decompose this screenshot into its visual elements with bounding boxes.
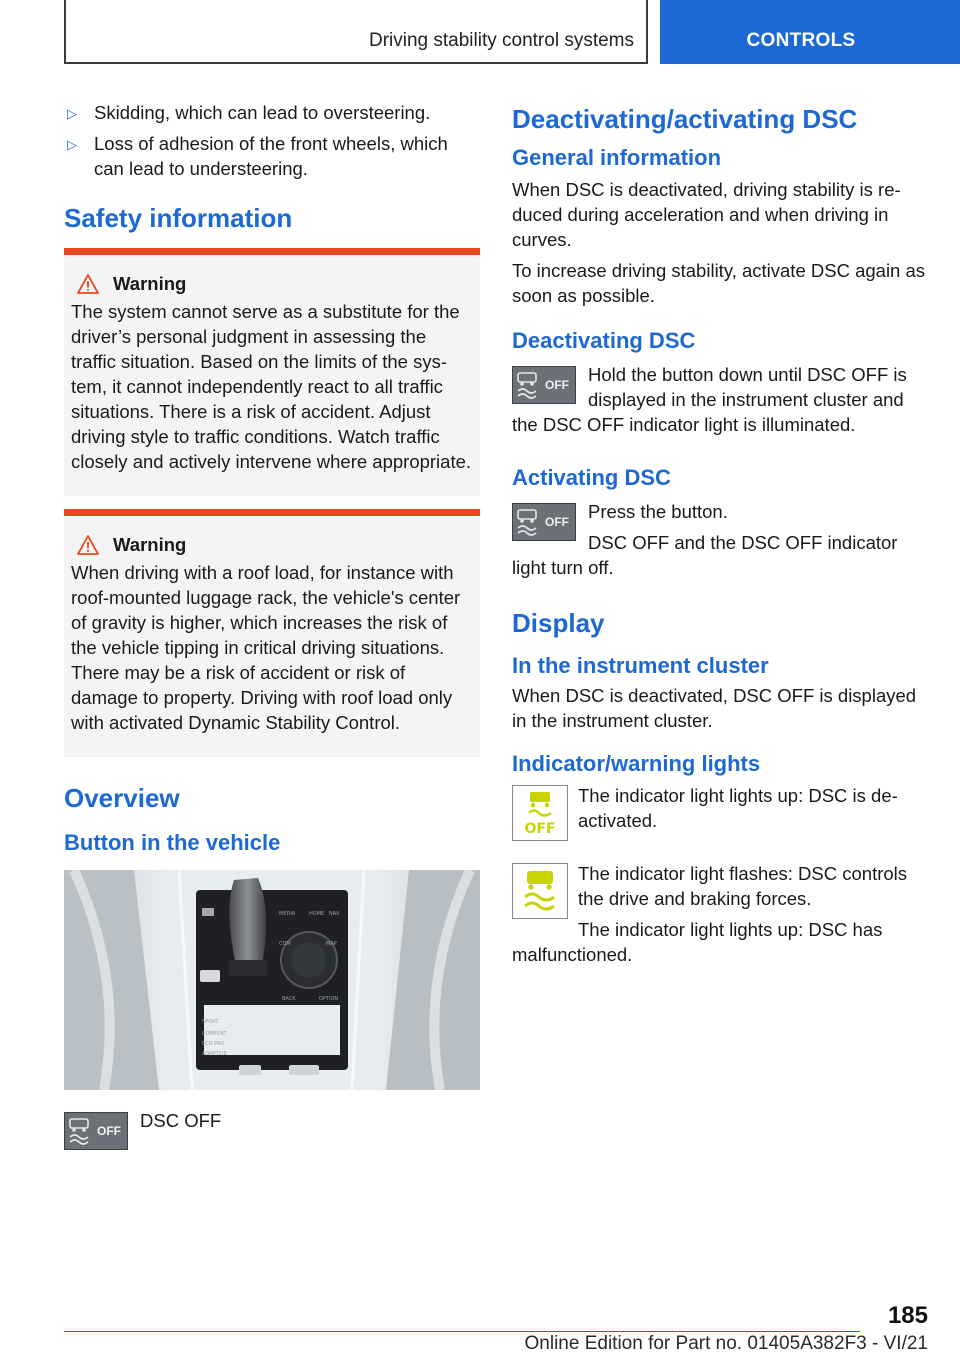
edition-text: Online Edition for Part no. 01405A382F3 - VI/21	[524, 1333, 928, 1354]
svg-text:HOME: HOME	[309, 911, 325, 917]
button-caption: DSC OFF	[140, 1110, 222, 1131]
svg-text:BACK: BACK	[282, 996, 296, 1002]
warning-box	[64, 509, 480, 757]
indicator-row-dsc	[512, 861, 930, 973]
deactivating-heading: Deactivating DSC	[512, 328, 696, 353]
warning-text: When driving with a roof load, for instance with roof-mounted luggage rack, the vehicle's center of gravity is higher, which increases the risk of the vehicle tipping in critical driving situations. There may be a risk of accident or risk of damage to property. Driving with roof load only with activated Dynamic Stability Control.	[71, 562, 461, 733]
display-heading: Display	[512, 608, 605, 638]
safety-heading: Safety information	[64, 203, 293, 233]
chapter-title: Driving stability control systems	[368, 30, 634, 51]
left-column	[64, 100, 480, 1156]
dsc-off-button-icon	[512, 503, 576, 541]
warning-triangle-icon	[77, 535, 99, 555]
indicator-text-3: The indicator light lights up: DSC has malfunctioned.	[512, 919, 883, 965]
general-paragraph-1: When DSC is deactivated, driving stability is reduced during acceleration and when driving in curves.	[512, 179, 901, 250]
list-item: ▷ Loss of adhesion of the front wheels, which can lead to understeering.	[67, 133, 448, 179]
header-section-tab[interactable]	[660, 0, 960, 64]
svg-text:COM: COM	[279, 941, 291, 947]
warning-header	[71, 273, 474, 295]
general-paragraph-2: To increase driving stability, activate DSC again as soon as possible.	[512, 260, 926, 306]
warning-triangle-icon	[77, 274, 99, 294]
dsc-off-button-icon	[512, 366, 576, 404]
warning-box	[64, 248, 480, 496]
triangle-bullet-icon: ▷	[67, 137, 77, 152]
general-info-heading: General information	[512, 145, 722, 170]
warning-title: Warning	[113, 534, 187, 555]
page-number: 185	[887, 1302, 928, 1329]
activate-row	[512, 499, 930, 586]
deactivating-text: Hold the button down until DSC OFF is displayed in the instrument cluster and the DSC OFF indicator light is illuminated.	[512, 364, 907, 435]
overview-heading: Overview	[64, 783, 180, 813]
svg-text:SPORT: SPORT	[202, 1019, 219, 1025]
dsc-indicator-icon	[512, 863, 568, 919]
warning-text: The system cannot serve as a substitute for the driver’s personal judgment in assessing the traffic situation. Based on the limits of the system, it cannot independently react to all traffic situations. There is a risk of accident. Adjust driving style to traffic conditions. Watch traffic closely and actively intervene where appropriate.	[71, 301, 472, 472]
dsc-off-button-label: OFF	[97, 1124, 121, 1138]
activating-text-2: DSC OFF and the DSC OFF indicator light turn off.	[512, 532, 898, 578]
dsc-button-row	[64, 1108, 480, 1156]
indicator-lights-heading: Indicator/warning lights	[512, 751, 761, 776]
dsc-off-button-label: OFF	[545, 378, 569, 392]
indicator-text-1: The indicator light lights up: DSC is deactivated.	[578, 785, 898, 831]
footer-divider	[64, 1331, 860, 1332]
svg-text:NAV: NAV	[329, 911, 340, 917]
activating-text-1: Press the button.	[588, 501, 728, 522]
indicator-row-off	[512, 783, 930, 847]
instrument-cluster-text: When DSC is deactivated, DSC OFF is displayed in the instrument cluster.	[512, 685, 917, 731]
svg-text:OPTION: OPTION	[319, 996, 339, 1002]
indicator-text-2: The indicator light flashes: DSC controls the drive and braking forces.	[578, 863, 908, 909]
deactivate-row	[512, 362, 930, 443]
activating-heading: Activating DSC	[512, 465, 671, 490]
header-chapter-box	[64, 0, 648, 64]
instrument-cluster-heading: In the instrument cluster	[512, 653, 769, 678]
warning-title: Warning	[113, 273, 187, 294]
svg-text:COMFORT: COMFORT	[202, 1031, 227, 1037]
list-item: ▷ Skidding, which can lead to oversteering.	[64, 100, 480, 125]
triangle-bullet-icon: ▷	[67, 106, 77, 121]
bullet-list	[64, 100, 480, 181]
right-column	[512, 100, 930, 973]
button-heading: Button in the vehicle	[64, 830, 281, 855]
svg-text:MAP: MAP	[326, 941, 337, 947]
svg-text:ADAPTIVE: ADAPTIVE	[202, 1051, 227, 1057]
indicator-off-label: OFF	[524, 821, 556, 837]
center-console-photo	[64, 870, 480, 1090]
svg-text:MEDIA: MEDIA	[279, 911, 296, 917]
warning-header	[71, 534, 474, 556]
section-tab-label: CONTROLS	[746, 30, 856, 51]
dsc-off-button-label: OFF	[545, 515, 569, 529]
main-heading: Deactivating/activating DSC	[512, 104, 858, 134]
svg-text:ECO PRO: ECO PRO	[202, 1041, 225, 1047]
dsc-off-indicator-icon	[512, 785, 568, 841]
dsc-off-button-icon	[64, 1112, 128, 1150]
